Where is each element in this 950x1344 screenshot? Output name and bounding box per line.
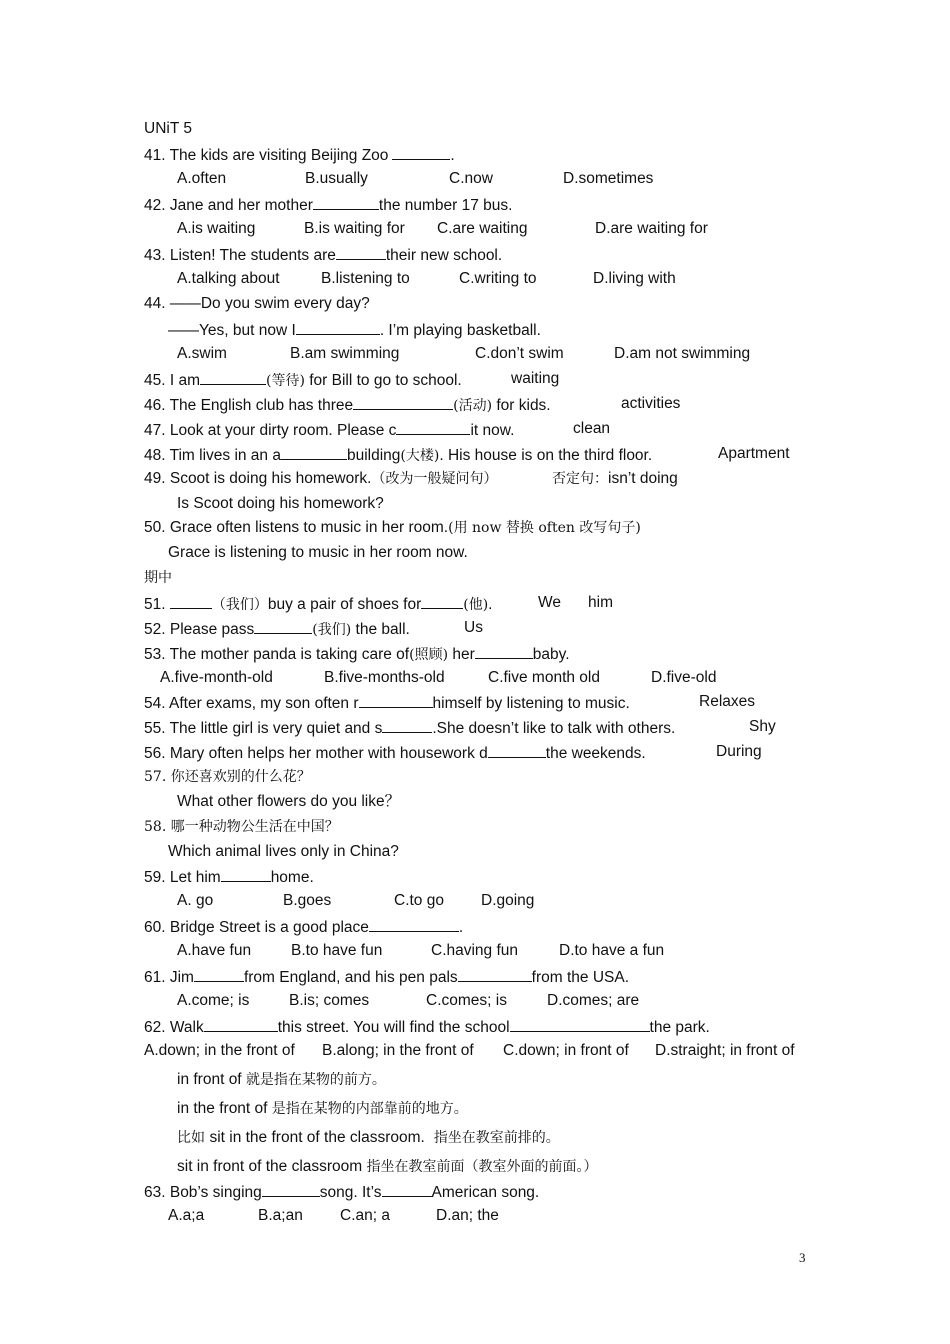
question-43: 43. Listen! The students are their new school. bbox=[144, 244, 502, 266]
unit-title: UNiT 5 bbox=[144, 120, 192, 137]
answer-56: During bbox=[716, 743, 762, 760]
option-a: A.come; is bbox=[177, 992, 250, 1009]
option-c: C.now bbox=[449, 170, 493, 187]
answer-blank bbox=[262, 1181, 320, 1197]
option-c: C.down; in front of bbox=[503, 1042, 629, 1059]
question-41: 41. The kids are visiting Beijing Zoo . bbox=[144, 144, 455, 166]
option-c: C.an; a bbox=[340, 1207, 390, 1224]
option-b: B.five-months-old bbox=[324, 669, 445, 686]
option-a: A.is waiting bbox=[177, 220, 256, 237]
option-b: B.a;an bbox=[258, 1207, 303, 1224]
option-c: C.don’t swim bbox=[475, 345, 564, 362]
question-44-reply: ——Yes, but now I . I’m playing basketball. bbox=[168, 319, 541, 341]
option-c: C.writing to bbox=[459, 270, 537, 287]
option-a: A.have fun bbox=[177, 942, 252, 959]
answer-blank bbox=[488, 742, 546, 758]
option-a: A.a;a bbox=[168, 1207, 205, 1224]
answer-blank bbox=[392, 144, 450, 160]
answer-blank bbox=[396, 419, 470, 435]
question-54: 54. After exams, my son often r himself by listening to music. bbox=[144, 692, 630, 714]
answer-45: waiting bbox=[511, 370, 560, 387]
option-c: C.are waiting bbox=[437, 220, 528, 237]
answer-47: clean bbox=[573, 420, 611, 437]
question-51: 51. （我们）buy a pair of shoes for (他). bbox=[144, 593, 492, 615]
option-a: A.five-month-old bbox=[160, 669, 273, 686]
question-47: 47. Look at your dirty room. Please c it now. bbox=[144, 419, 514, 441]
answer-blank bbox=[170, 593, 212, 609]
question-63: 63. Bob’s singing song. It’s American song. bbox=[144, 1181, 539, 1203]
answer-blank bbox=[313, 194, 379, 210]
option-c: C.five month old bbox=[488, 669, 600, 686]
note-2: in the front of 是指在某物的内部靠前的地方。 bbox=[177, 1100, 468, 1117]
question-56: 56. Mary often helps her mother with housework d the weekends. bbox=[144, 742, 646, 764]
question-58: 58. 哪一种动物公生活在中国？ bbox=[144, 819, 339, 835]
answer-blank bbox=[221, 866, 271, 882]
question-44: 44. ——Do you swim every day? bbox=[144, 295, 370, 312]
option-b: B.is waiting for bbox=[304, 220, 405, 237]
option-b: B.to have fun bbox=[291, 942, 383, 959]
note-1: in front of 就是指在某物的前方。 bbox=[177, 1071, 386, 1088]
answer-50: Grace is listening to music in her room now. bbox=[168, 544, 468, 561]
section-heading-midterm: 期中 bbox=[144, 570, 172, 586]
option-b: B.goes bbox=[283, 892, 332, 909]
option-c: C.to go bbox=[394, 892, 444, 909]
option-a: A.talking about bbox=[177, 270, 280, 287]
answer-blank bbox=[204, 1016, 278, 1032]
answer-51-b: him bbox=[588, 594, 613, 611]
answer-55: Shy bbox=[749, 718, 776, 735]
option-d: D.sometimes bbox=[563, 170, 654, 187]
question-57: 57. 你还喜欢别的什么花？ bbox=[144, 769, 311, 785]
option-b: B.am swimming bbox=[290, 345, 400, 362]
answer-blank bbox=[421, 593, 463, 609]
answer-blank bbox=[336, 244, 386, 260]
question-46: 46. The English club has three (活动) for kids. bbox=[144, 394, 551, 416]
answer-blank bbox=[281, 444, 347, 460]
question-61: 61. Jim from England, and his pen pals from the USA. bbox=[144, 966, 629, 988]
answer-blank bbox=[254, 618, 312, 634]
answer-blank bbox=[194, 966, 244, 982]
question-49: 49. Scoot is doing his homework.（改为一般疑问句） bbox=[144, 470, 498, 487]
question-52: 52. Please pass (我们) the ball. bbox=[144, 618, 410, 640]
option-d: D.are waiting for bbox=[595, 220, 708, 237]
option-c: C.having fun bbox=[431, 942, 519, 959]
question-59: 59. Let him home. bbox=[144, 866, 314, 888]
question-60: 60. Bridge Street is a good place . bbox=[144, 916, 463, 938]
question-62: 62. Walk this street. You will find the school the park. bbox=[144, 1016, 710, 1038]
option-b: B.listening to bbox=[321, 270, 410, 287]
answer-blank bbox=[382, 717, 432, 733]
option-d: D.living with bbox=[593, 270, 676, 287]
answer-blank bbox=[382, 1181, 432, 1197]
option-a: A.swim bbox=[177, 345, 227, 362]
option-b: B.usually bbox=[305, 170, 368, 187]
answer-46: activities bbox=[621, 395, 681, 412]
answer-58: Which animal lives only in China? bbox=[168, 843, 399, 860]
answer-57: What other flowers do you like？ bbox=[177, 793, 401, 810]
option-d: D.an; the bbox=[436, 1207, 499, 1224]
option-d: D.going bbox=[481, 892, 535, 909]
option-a: A.often bbox=[177, 170, 227, 187]
option-d: D.am not swimming bbox=[614, 345, 751, 362]
question-48: 48. Tim lives in an a building(大楼). His house is on the third floor. bbox=[144, 444, 652, 466]
answer-blank bbox=[353, 394, 453, 410]
answer-blank bbox=[510, 1016, 650, 1032]
note-3: 比如 sit in the front of the classroom. 指坐在教室前排的。 bbox=[177, 1129, 560, 1146]
answer-49: Is Scoot doing his homework? bbox=[177, 495, 384, 512]
option-b: B.along; in the front of bbox=[322, 1042, 474, 1059]
option-d: D.to have a fun bbox=[559, 942, 665, 959]
answer-48: Apartment bbox=[718, 445, 790, 462]
question-53: 53. The mother panda is taking care of(照顾) her baby. bbox=[144, 643, 570, 665]
answer-blank bbox=[458, 966, 532, 982]
answer-52: Us bbox=[464, 619, 483, 636]
option-c: C.comes; is bbox=[426, 992, 507, 1009]
option-d: D.straight; in front of bbox=[655, 1042, 795, 1059]
option-d: D.comes; are bbox=[547, 992, 640, 1009]
option-b: B.is; comes bbox=[289, 992, 370, 1009]
question-50: 50. Grace often listens to music in her room.(用 now 替换 often 改写句子) bbox=[144, 519, 641, 536]
negative-form: 否定句：isn’t doing bbox=[552, 470, 678, 487]
question-45: 45. I am (等待) for Bill to go to school. bbox=[144, 369, 462, 391]
answer-blank bbox=[200, 369, 266, 385]
question-42: 42. Jane and her mother the number 17 bus. bbox=[144, 194, 512, 216]
option-a: A.down; in the front of bbox=[144, 1042, 295, 1059]
option-a: A. go bbox=[177, 892, 214, 909]
answer-54: Relaxes bbox=[699, 693, 755, 710]
note-4: sit in front of the classroom 指坐在教室前面（教室外面的前面。） bbox=[177, 1158, 598, 1175]
option-d: D.five-old bbox=[651, 669, 717, 686]
question-55: 55. The little girl is very quiet and s .She doesn’t like to talk with others. bbox=[144, 717, 675, 739]
answer-blank bbox=[296, 319, 380, 335]
answer-blank bbox=[475, 643, 533, 659]
page-number: 3 bbox=[799, 1250, 806, 1265]
answer-51-a: We bbox=[538, 594, 561, 611]
answer-blank bbox=[359, 692, 433, 708]
answer-blank bbox=[369, 916, 459, 932]
